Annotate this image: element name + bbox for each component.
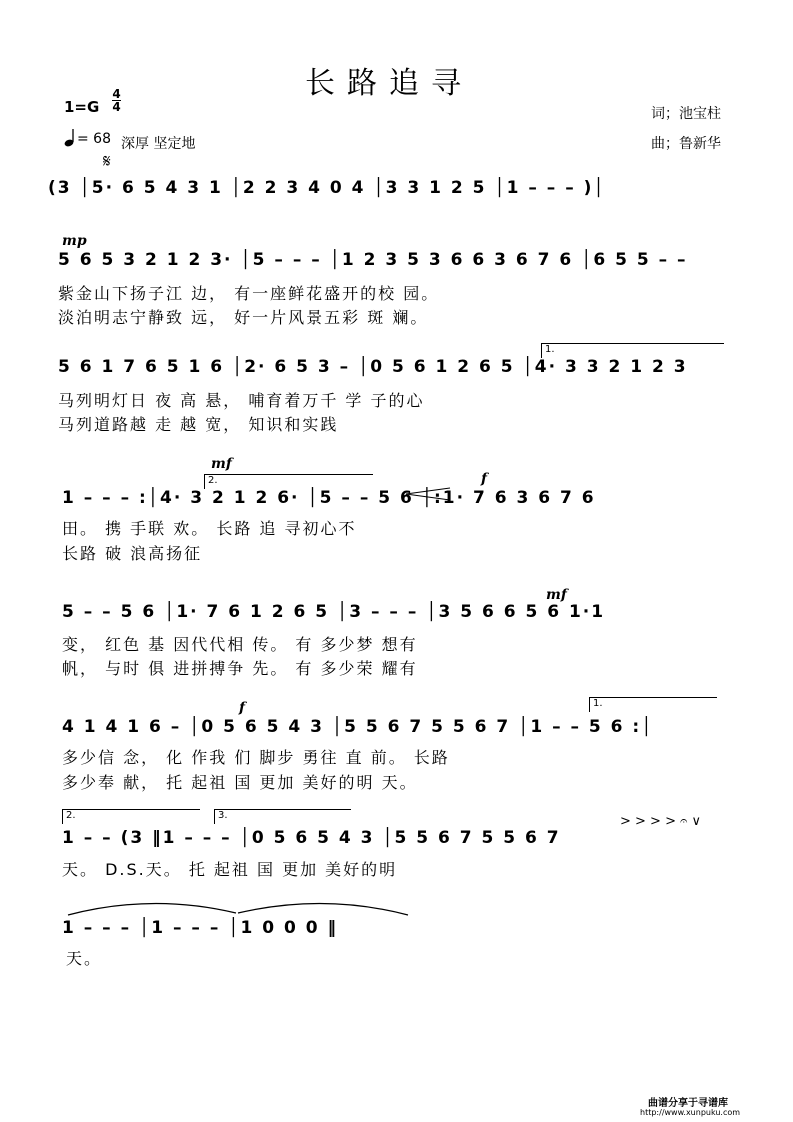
volta-first-ending-a: 1. xyxy=(541,343,724,358)
volta-third-ending: 3. xyxy=(214,809,351,824)
tempo-marking: = 68 xyxy=(77,131,111,147)
page-title: 长路追寻 xyxy=(305,66,473,101)
system-6-lyrics-1: 多少信 念， 化 作我 们 脚步 勇往 直 前。 长路 xyxy=(62,748,450,767)
system-3-notes: 5 6 1 7 6 5 1 6 │2· 6 5 3 – │0 5 6 1 2 6 5 │4· 3 3 2 1 2 3 xyxy=(58,357,688,377)
system-4-lyrics-1: 田。 携 手联 欢。 长路 追 寻初心不 xyxy=(62,519,357,538)
system-3-lyrics-2: 马列道路越 走 越 宽， 知识和实践 xyxy=(58,415,339,434)
system-1-notes: (3 │5· 6 5 4 3 1 │2 2 3 4 0 4 │3 3 1 2 5 │1 – – – )│ xyxy=(48,178,606,198)
volta-first-ending-b: 1. xyxy=(589,697,717,712)
quarter-note-icon xyxy=(64,128,76,152)
segno-symbol: 𝄋 xyxy=(103,151,111,172)
time-signature-top: 4 xyxy=(112,87,121,101)
f-dynamic-2: f xyxy=(239,700,246,716)
system-6-lyrics-2: 多少奉 献， 托 起祖 国 更加 美好的明 天。 xyxy=(62,773,418,792)
mf-dynamic-1: mf xyxy=(211,456,232,472)
system-6-notes: 4 1 4 1 6 – │0 5 6 5 4 3 │5 5 6 7 5 5 6 7 │1 – – 5 6 :│ xyxy=(62,717,654,737)
mf-dynamic-2: mf xyxy=(546,587,567,603)
system-2-lyrics-1: 紫金山下扬子江 边， 有一座鲜花盛开的校 园。 xyxy=(58,284,440,303)
system-2-notes: 5 6 5 3 2 1 2 3· │5 – – – │1 2 3 5 3 6 6 3 6 7 6 │6 5 5 – – xyxy=(58,250,688,270)
system-7-notes: 1 – – (3 ‖1 – – – │0 5 6 5 4 3 │5 5 6 7 5 5 6 7 xyxy=(62,828,561,848)
system-5-notes: 5 – – 5 6 │1· 7 6 1 2 6 5 │3 – – – │3 5 6 6 5 6 1·1 xyxy=(62,602,606,622)
key-signature: 1=G xyxy=(64,98,100,116)
system-5-lyrics-2: 帆， 与时 俱 进拼搏争 先。 有 多少荣 耀有 xyxy=(62,659,418,678)
system-7-lyrics-1: 天。 D.S.天。 托 起祖 国 更加 美好的明 xyxy=(62,860,398,879)
f-dynamic-1: f xyxy=(481,471,488,487)
footer-url[interactable]: http://www.xunpuku.com xyxy=(640,1108,741,1117)
volta-second-ending-b: 2. xyxy=(62,809,200,824)
time-signature xyxy=(112,88,121,113)
tie-arc-icon xyxy=(66,893,410,921)
system-4-notes: 1 – – – :│4· 3 2 1 2 6· │5 – – 5 6 │:1· 7 6 3 6 7 6 xyxy=(62,488,596,508)
composer-credit: 曲；鲁新华 xyxy=(651,136,721,152)
mp-dynamic: mp xyxy=(62,233,87,249)
accent-marks-icon: > > > > 𝄐 ∨ xyxy=(620,814,701,829)
time-signature-bottom: 4 xyxy=(112,100,121,114)
system-8-notes: 1 – – – │1 – – – │1 0 0 0 ‖ xyxy=(62,918,338,938)
expression-marking: 深厚 坚定地 xyxy=(121,136,196,152)
lyricist-credit: 词；池宝柱 xyxy=(651,106,721,122)
system-5-lyrics-1: 变， 红色 基 因代代相 传。 有 多少梦 想有 xyxy=(62,635,418,654)
system-3-lyrics-1: 马列明灯日 夜 高 悬， 哺育着万千 学 子的心 xyxy=(58,391,425,410)
system-2-lyrics-2: 淡泊明志宁静致 远， 好一片风景五彩 斑 斓。 xyxy=(58,308,429,327)
footer-site-name: 曲谱分享于寻谱库 xyxy=(648,1098,728,1109)
system-8-lyrics-1: 天。 xyxy=(66,949,103,968)
volta-second-ending-a: 2. xyxy=(204,474,373,489)
system-4-lyrics-2: 长路 破 浪高扬征 xyxy=(62,544,203,563)
